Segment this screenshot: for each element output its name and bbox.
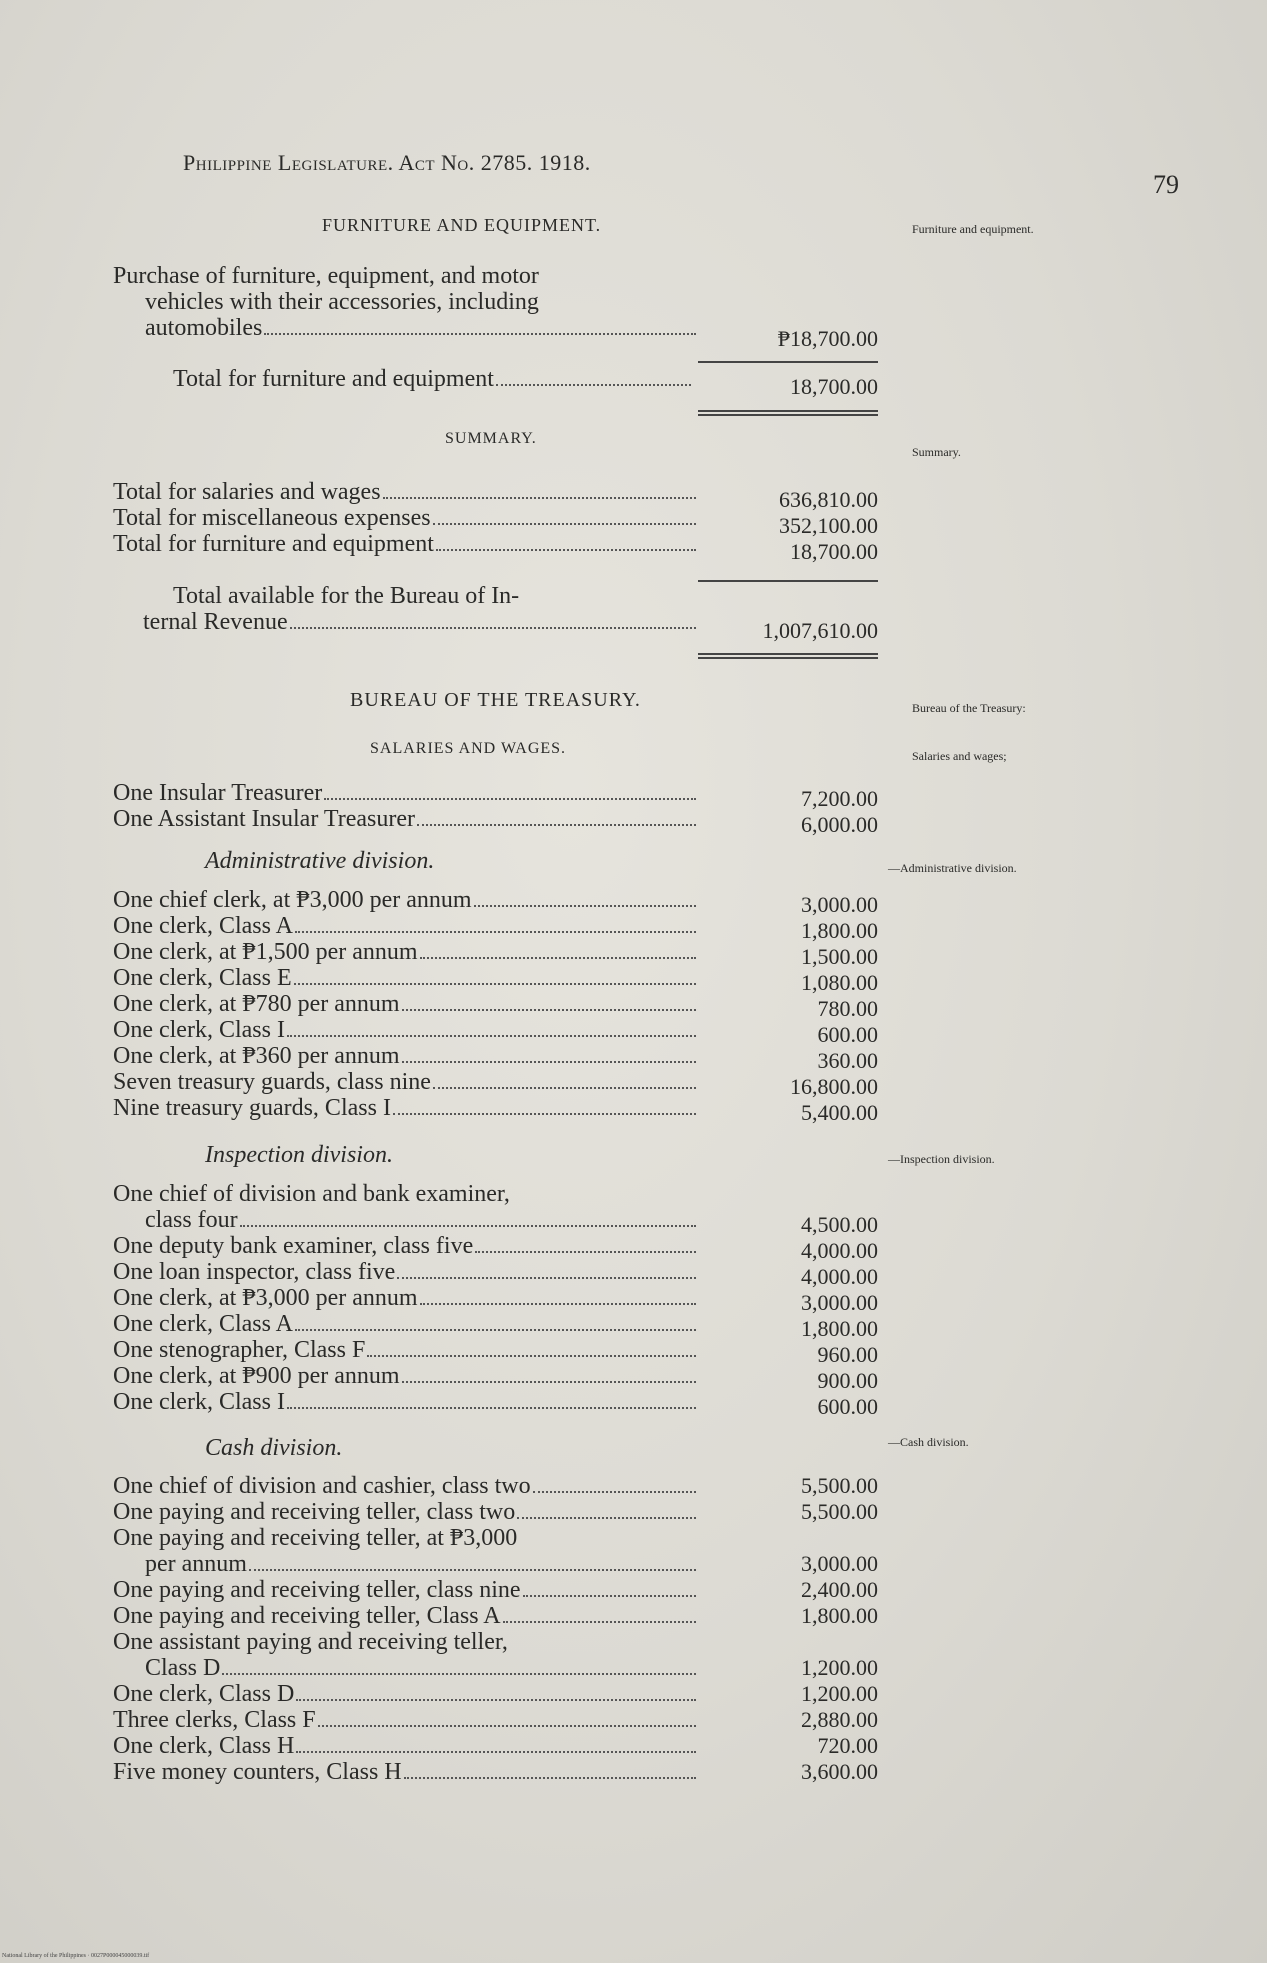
salary-row: One Insular Treasurer <box>113 780 698 806</box>
salary-row: One stenographer, Class F <box>113 1337 698 1363</box>
salary-row: Three clerks, Class F <box>113 1707 698 1733</box>
salary-row: One deputy bank examiner, class five <box>113 1233 698 1259</box>
amount: ₱18,700.00 <box>777 326 878 351</box>
salary-row: One clerk, Class A <box>113 1311 698 1337</box>
inspection-amounts: 4,500.00 4,000.00 4,000.00 3,000.00 1,800.00 960.00 900.00 600.00 <box>801 1212 878 1419</box>
rule-line <box>698 580 878 582</box>
margin-note-cash: —Cash division. <box>888 1435 969 1449</box>
administrative-amounts: 3,000.00 1,800.00 1,500.00 1,080.00 780.00 600.00 360.00 16,800.00 5,400.00 <box>790 892 878 1125</box>
summary-row: Total for furniture and equipment <box>113 531 698 557</box>
salary-row: One clerk, at ₱1,500 per annum <box>113 939 698 965</box>
margin-note-inspection: —Inspection division. <box>888 1152 995 1166</box>
treasury-rows <box>113 780 698 832</box>
margin-note-summary: Summary. <box>912 445 961 459</box>
double-rule <box>698 410 878 416</box>
margin-note-treasury: Bureau of the Treasury: <box>912 701 1026 715</box>
section-heading-salaries: SALARIES AND WAGES. <box>370 740 567 757</box>
salary-row: One paying and receiving teller, class nine <box>113 1577 698 1603</box>
salary-row: One clerk, Class H <box>113 1733 698 1759</box>
section-heading-furniture: FURNITURE AND EQUIPMENT. <box>322 215 602 235</box>
salary-row: Nine treasury guards, Class I <box>113 1095 698 1121</box>
leader-dots <box>264 333 696 335</box>
summary-total: Total available for the Bureau of In- ternal Revenue <box>143 583 698 635</box>
treasury-amounts: 7,200.00 6,000.00 <box>801 786 878 837</box>
scan-footer: National Library of the Philippines · 0027P000045000039.tif <box>2 1953 150 1959</box>
furniture-item: Purchase of furniture, equipment, and motor vehicles with their accessories, including automobiles <box>113 263 698 341</box>
inspection-rows: One chief of division and bank examiner, class four One deputy bank examiner, class five One loan inspector, class five One clerk, at ₱3,000 per annum One clerk, Class A One stenographer, Class F One clerk, at ₱900 per annum One clerk, Class I <box>113 1181 698 1415</box>
rule-line <box>698 361 878 363</box>
summary-amounts: 636,810.00 352,100.00 18,700.00 <box>779 487 878 564</box>
furniture-total: Total for furniture and equipment <box>173 366 693 392</box>
salary-row: One clerk, Class A <box>113 913 698 939</box>
salary-row: One clerk, at ₱3,000 per annum <box>113 1285 698 1311</box>
summary-rows <box>113 479 698 557</box>
margin-note-furniture: Furniture and equipment. <box>912 222 1034 236</box>
division-title-inspection: Inspection division. <box>205 1142 393 1168</box>
salary-row: One clerk, Class E <box>113 965 698 991</box>
salary-row: One clerk, at ₱360 per annum <box>113 1043 698 1069</box>
page-number: 79 <box>1153 170 1179 199</box>
salary-row: Five money counters, Class H <box>113 1759 698 1785</box>
salary-row: One paying and receiving teller, Class A <box>113 1603 698 1629</box>
leader-dots <box>496 384 691 386</box>
salary-row: One paying and receiving teller, class two <box>113 1499 698 1525</box>
salary-row: One chief of division and cashier, class two <box>113 1473 698 1499</box>
salary-row: One loan inspector, class five <box>113 1259 698 1285</box>
administrative-rows <box>113 887 698 1121</box>
cash-rows: One chief of division and cashier, class two One paying and receiving teller, class two One paying and receiving teller, at ₱3,000 per annum One paying and receiving teller, class nine One paying and receiving teller, Class A One assistant paying and receiving teller, Class D One clerk, Class D Three clerks, Class F One clerk, Class H Five money counters, Class H <box>113 1473 698 1785</box>
salary-row: One chief clerk, at ₱3,000 per annum <box>113 887 698 913</box>
margin-note-salaries: Salaries and wages; <box>912 749 1007 763</box>
margin-note-administrative: —Administrative division. <box>888 861 1017 875</box>
double-rule <box>698 653 878 659</box>
division-title-cash: Cash division. <box>205 1435 343 1461</box>
division-title-administrative: Administrative division. <box>205 848 435 874</box>
salary-row: One clerk, Class D <box>113 1681 698 1707</box>
summary-row: Total for miscellaneous expenses <box>113 505 698 531</box>
amount: 1,007,610.00 <box>762 618 878 643</box>
salary-row: One clerk, at ₱900 per annum <box>113 1363 698 1389</box>
cash-amounts: 5,500.00 5,500.00 3,000.00 2,400.00 1,800.00 1,200.00 1,200.00 2,880.00 720.00 3,600.00 <box>801 1473 878 1784</box>
salary-row: One clerk, Class I <box>113 1389 698 1415</box>
salary-row: Seven treasury guards, class nine <box>113 1069 698 1095</box>
section-heading-summary: SUMMARY. <box>445 430 537 447</box>
running-header: Philippine Legislature. Act No. 2785. 1918. <box>183 150 591 175</box>
summary-row: Total for salaries and wages <box>113 479 698 505</box>
salary-row: One clerk, Class I <box>113 1017 698 1043</box>
salary-row: One clerk, at ₱780 per annum <box>113 991 698 1017</box>
amount: 18,700.00 <box>790 374 878 399</box>
section-heading-treasury: BUREAU OF THE TREASURY. <box>350 689 641 711</box>
salary-row: One Assistant Insular Treasurer <box>113 806 698 832</box>
